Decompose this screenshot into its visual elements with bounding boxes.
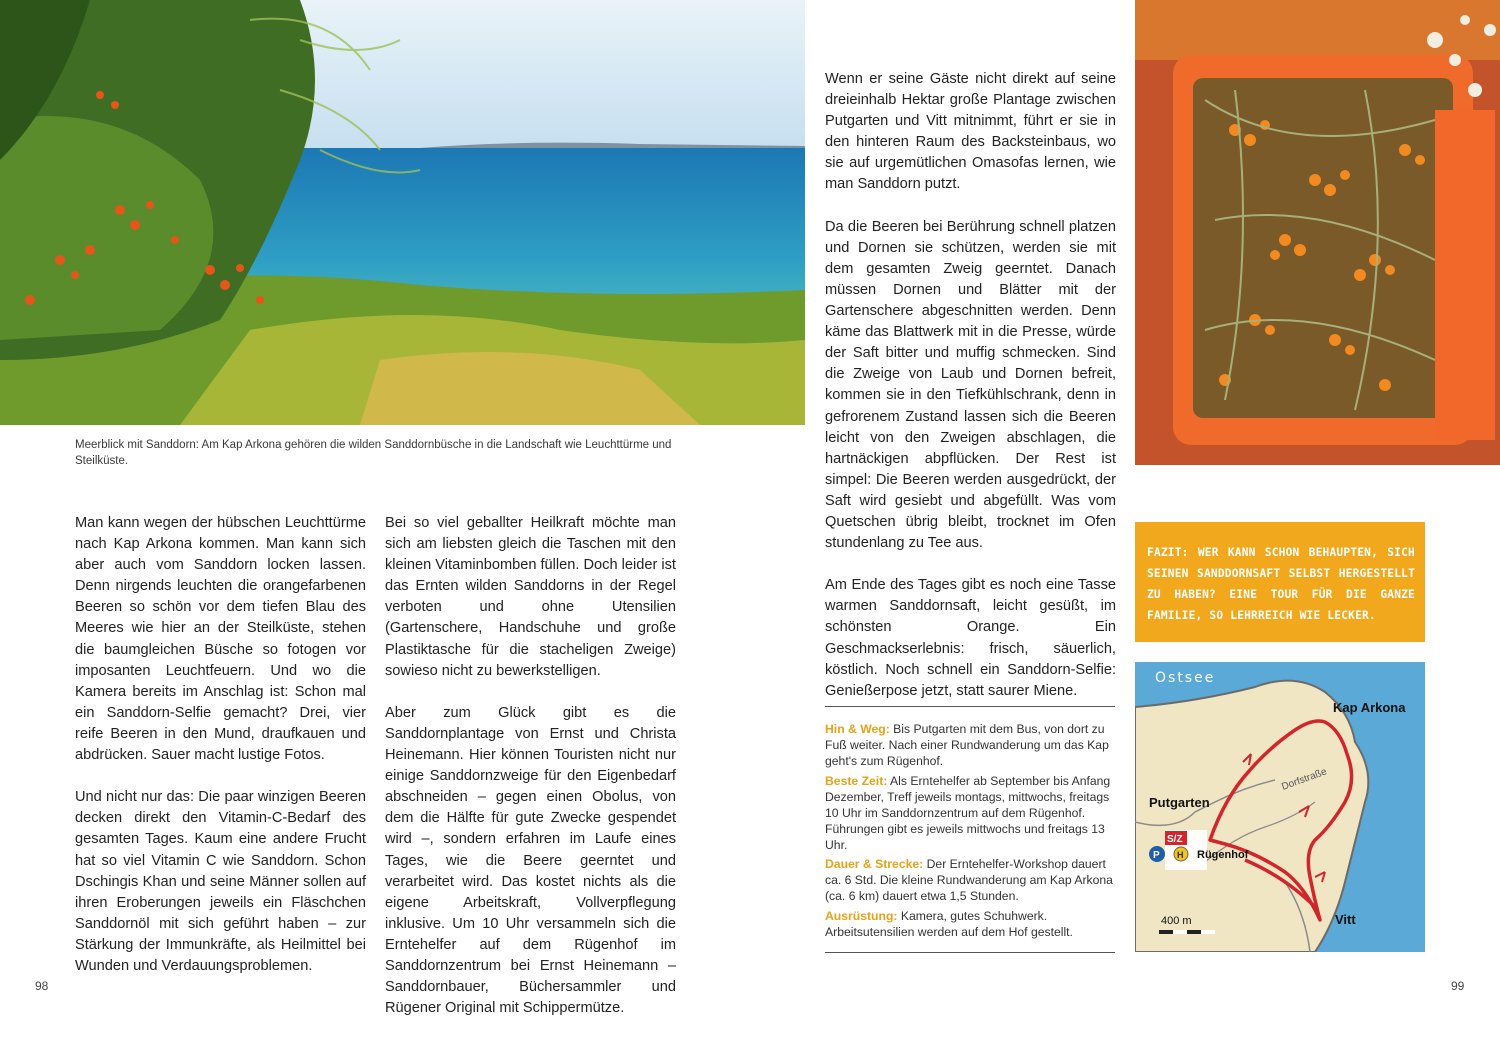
- page-number-right: 99: [1451, 979, 1465, 993]
- info-text: Kamera, gutes Schuhwerk. Arbeitsutensilien werden auf dem Hof gestellt.: [825, 908, 1073, 939]
- page-number-left: 98: [35, 979, 49, 993]
- info-item: [825, 908, 1115, 940]
- crate-photo: [1135, 0, 1500, 465]
- map-scale-label: 400 m: [1161, 915, 1192, 927]
- info-label: Dauer & Strecke:: [825, 857, 924, 871]
- parking-label: P: [1153, 850, 1160, 861]
- info-item: [825, 856, 1115, 904]
- map-label-ruegenhof: Rügenhof: [1197, 849, 1249, 861]
- sea-photo: [0, 0, 805, 425]
- paragraph: Am Ende des Tages gibt es noch eine Tasse warmen Sanddornsaft, leicht gesüßt, im schönsten Orange. Ein Geschmackserlebnis: frisch, säuerlich, köstlich. Noch schnell ein Sanddorn-Selfie: Genießerpose jetzt, statt saurer Miene.: [825, 577, 1116, 699]
- info-rule-top: [825, 706, 1115, 707]
- info-label: Hin & Weg:: [825, 722, 890, 736]
- map-sea-label: Ostsee: [1155, 670, 1216, 686]
- map-label-kap-arkona: Kap Arkona: [1333, 700, 1406, 715]
- info-rule-bottom: [825, 952, 1115, 953]
- info-item: [825, 721, 1115, 769]
- paragraph: Man kann wegen der hübschen Leuchttürme nach Kap Arkona kommen. Man kann sich aber auch vom Sanddorn locken lassen. Denn nirgends leuchten die orangefarbenen Beeren so schön vor dem tiefen Blau des Meeres wie hier an der Steilküste, stehen die baumgleichen Büsche so fotogen vor imposanten Leuchtfeuern. Und wo die Kamera bereits im Anschlag ist: Schon mal ein Sanddorn-Selfie gemacht? Drei, vier reife Beeren in den Mund, draufkauen und abdrücken. Sauer macht lustige Fotos.: [75, 515, 366, 764]
- info-text: Der Erntehelfer-Workshop dauert ca. 6 Std. Die kleine Rundwanderung am Kap Arkona (ca. 6 km) dauert etwa 1,5 Stunden.: [825, 857, 1113, 903]
- map-label-putgarten: Putgarten: [1149, 795, 1210, 810]
- map-scale-segment: [1173, 930, 1187, 934]
- text-column-middle: [385, 513, 676, 1040]
- paragraph: Und nicht nur das: Die paar winzigen Beeren decken direkt den Vitamin-C-Bedarf des gesamten Tages. Kaum eine andere Frucht hat so viel Vitamin C wie Sanddorn. Schon Dschingis Khan und seine Männer sollen auf ihren Eroberungen jeweils ein Fläschchen Sanddornöl mit sich geführt haben – zur Stärkung der Immunkräfte, als Heilmittel bei Wunden und Verdauungsproblemen.: [75, 789, 366, 974]
- crate-photo-illustration: [1135, 0, 1500, 465]
- map-label-vitt: Vitt: [1335, 912, 1356, 927]
- map-label-dorfstrasse: Dorfstraße: [1280, 766, 1329, 793]
- info-label: Ausrüstung:: [825, 908, 898, 923]
- bus-stop-label: S/Z: [1167, 834, 1183, 845]
- paragraph: Da die Beeren bei Berührung schnell platzen und Dornen sie schützen, werden sie mit dem gesamten Zweig geerntet. Danach müssen Dornen und Blätter mit der Gartenschere abgeschnitten werden. Denn käme das Blattwerk mit in die Presse, würde der Saft bitter und muffig schmecken. Sind die Zweige von Laub und Dornen befreit, kommen sie in den Tiefkühlschrank, denn in gefrorenem Zustand lassen sich die Beeren leicht von den Zweigen abschlagen, die hartnäckigen abpflücken. Der Rest ist simpel: Die Beeren werden ausgedrückt, der Saft wird gesiebt und abgefüllt. Was vom Quetschen übrig bleibt, trocknet im Ofen stundenlang zu Tee aus.: [825, 218, 1116, 552]
- fazit-box: [1135, 522, 1425, 642]
- info-text: Als Erntehelfer ab September bis Anfang Dezember, Treff jeweils montags, mittwochs, freitags 10 Uhr im Sanddornzentrum auf dem Rügenhof. Führungen gibt es jeweils mittwochs und freitags 13 Uhr.: [825, 773, 1111, 852]
- sea-photo-illustration: [0, 0, 805, 425]
- paragraph: Bei so viel geballter Heilkraft möchte man sich am liebsten gleich die Taschen mit den kleinen Vitaminbomben füllen. Doch leider ist das Ernten wilden Sanddorns in der Regel verboten und ohne Utensilien (Gartenschere, Handschuhe und große Plastiktasche für die stacheligen Zweige) sowieso nicht zu bewerkstelligen.: [385, 515, 676, 679]
- info-box: [825, 721, 1115, 943]
- info-label: Beste Zeit:: [825, 773, 888, 788]
- paragraph: Aber zum Glück gibt es die Sanddornplantage von Ernst und Christa Heinemann. Hier können Touristen nicht nur einige Sanddornzweige für den Eigenbedarf abschneiden – gegen einen Obolus, von dem die Hälfte für gute Zwecke gespendet wird –, sondern erfahren im Laufe eines Tages, wie die Beere geerntet und verarbeitet wird. Das kostet nichts als die eigene Arbeitskraft, Vollverpflegung inklusive. Um 10 Uhr versammeln sich die Erntehelfer auf dem Rügenhof im Sanddornzentrum bei Ernst Heinemann – Sanddornbauer, Büchersammler und Rügener Original mit Schippermütze.: [385, 704, 676, 1017]
- info-text: Bis Putgarten mit dem Bus, von dort zu Fuß weiter. Nach einer Rundwanderung um das Kap geht's zum Rügenhof.: [825, 722, 1109, 768]
- route-map: [1135, 662, 1425, 952]
- map-scale-segment: [1201, 930, 1215, 934]
- info-item: [825, 773, 1115, 853]
- map-land: [1135, 681, 1368, 952]
- bus-stop-icon-label: H: [1177, 850, 1184, 860]
- map-illustration: [1135, 662, 1425, 952]
- text-column-left: [75, 513, 366, 998]
- text-column-right: [825, 69, 1116, 723]
- paragraph: Wenn er seine Gäste nicht direkt auf seine dreieinhalb Hektar große Plantage zwischen Putgarten und Vitt mitnimmt, führt er sie in den hinteren Raum des Backsteinbaus, wo sie auf urgemütlichen Omasofas lernen, wie man Sanddorn putzt.: [825, 71, 1116, 193]
- fazit-text: FAZIT: WER KANN SCHON BEHAUPTEN, SICH SEINEN SANDDORNSAFT SELBST HERGESTELLT ZU HABEN? EINE TOUR FÜR DIE GANZE FAMILIE, SO LEHRREICH WIE LECKER.: [1147, 546, 1415, 622]
- photo-caption: Meerblick mit Sanddorn: Am Kap Arkona gehören die wilden Sanddornbüsche in die Landschaft wie Leuchttürme und Steilküste.: [75, 439, 672, 467]
